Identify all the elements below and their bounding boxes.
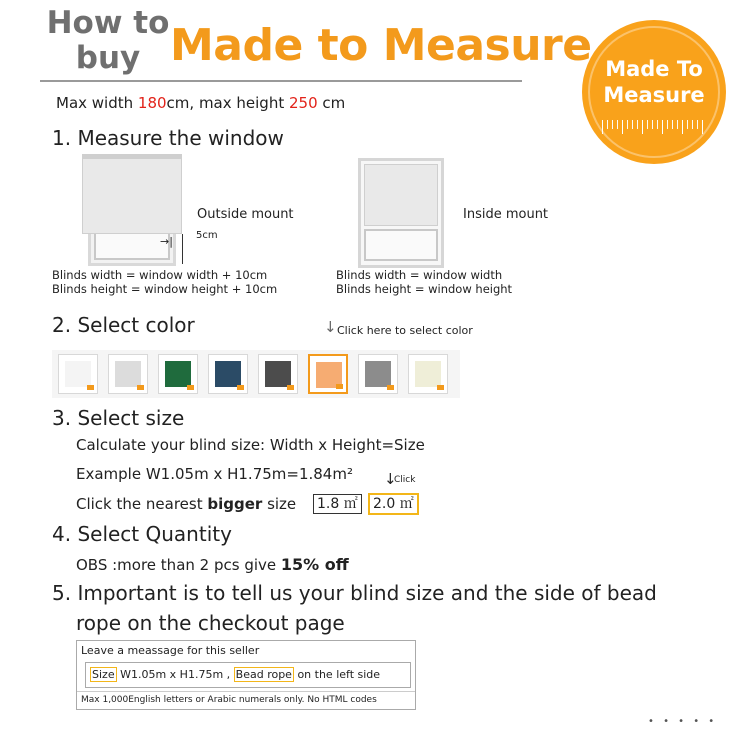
color-swatch[interactable]	[258, 354, 298, 394]
swatch-fill	[265, 361, 291, 387]
outside-height-formula: Blinds height = window height + 10cm	[52, 282, 278, 296]
color-swatch[interactable]	[408, 354, 448, 394]
discount-value: 15% off	[280, 555, 349, 574]
color-swatch[interactable]	[158, 354, 198, 394]
color-swatch[interactable]	[108, 354, 148, 394]
swatch-tag	[87, 385, 94, 390]
swatch-tag	[237, 385, 244, 390]
message-input[interactable]	[85, 662, 411, 688]
outside-mount-label: Outside mount	[197, 207, 294, 222]
swatch-fill	[415, 361, 441, 387]
step2-title: 2. Select color	[52, 313, 195, 337]
ruler-major-ticks	[602, 120, 706, 134]
limits-height-unit: cm	[317, 94, 346, 112]
inside-mount-illustration	[358, 158, 444, 268]
outside-mount-illustration	[82, 154, 182, 268]
quantity-discount-note	[76, 555, 349, 574]
size-option-2-0[interactable]: 2.0 ㎡	[368, 493, 419, 515]
limits-prefix: Max width	[56, 94, 138, 112]
swatch-tag	[137, 385, 144, 390]
outside-blind	[82, 154, 182, 234]
color-swatch[interactable]	[308, 354, 348, 394]
how-to-buy-heading	[46, 6, 170, 76]
swatch-tag	[336, 384, 343, 389]
inside-window-pane	[364, 229, 438, 261]
size-tag: Size	[92, 668, 115, 681]
step4-title: 4. Select Quantity	[52, 522, 232, 546]
swatch-tag	[387, 385, 394, 390]
swatch-fill	[215, 361, 241, 387]
max-height-value: 250	[288, 94, 318, 112]
gap-label: 5cm	[196, 230, 218, 241]
swatch-fill	[365, 361, 391, 387]
size-formula: Calculate your blind size: Width x Height=Size	[76, 436, 425, 454]
click-arrow-icon: ↓	[384, 470, 397, 488]
inside-height-formula: Blinds height = window height	[336, 282, 513, 296]
outside-width-formula: Blinds width = window width + 10cm	[52, 268, 268, 282]
swatch-tag	[437, 385, 444, 390]
made-to-measure-badge	[582, 20, 726, 164]
inside-mount-label: Inside mount	[463, 207, 549, 222]
step5-line2: rope on the checkout page	[76, 611, 345, 635]
blind-rail	[82, 154, 182, 159]
obs-prefix: OBS :more than 2 pcs give	[76, 556, 281, 574]
color-swatch-row	[52, 350, 460, 398]
down-arrow-icon: ↓	[324, 318, 337, 336]
click-label: Click	[394, 475, 416, 485]
size-limits	[56, 94, 345, 112]
step1-title: 1. Measure the window	[52, 126, 284, 150]
how-line-1: How to	[46, 5, 170, 41]
swatch-fill	[115, 361, 141, 387]
badge-line-1: Made To	[605, 57, 703, 81]
swatch-fill	[65, 361, 91, 387]
message-example	[90, 668, 380, 681]
color-swatch[interactable]	[208, 354, 248, 394]
nearest-size-instruction	[76, 495, 296, 513]
badge-line-2: Measure	[603, 83, 705, 107]
swatch-tag	[287, 385, 294, 390]
how-line-2: buy	[75, 40, 141, 76]
window-pane	[94, 230, 170, 260]
more-dots: • • • • •	[648, 716, 718, 727]
limits-width-unit: cm, max height	[166, 94, 289, 112]
message-header: Leave a meassage for this seller	[81, 644, 260, 657]
instruction-bold: bigger	[207, 495, 263, 513]
title-underline	[40, 80, 522, 82]
seller-message-box	[76, 640, 416, 710]
bead-rope-value: on the left side	[293, 668, 381, 681]
color-swatch[interactable]	[358, 354, 398, 394]
step5-line1: 5. Important is to tell us your blind size and the side of bead	[52, 581, 657, 605]
step3-title: 3. Select size	[52, 406, 185, 430]
size-value: W1.05m x H1.75m ,	[116, 668, 234, 681]
swatch-fill	[165, 361, 191, 387]
measure-arrow-icon: →|	[160, 235, 173, 248]
message-divider	[77, 691, 415, 692]
inside-width-formula: Blinds width = window width	[336, 268, 503, 282]
page-title: Made to Measure	[170, 20, 592, 71]
select-color-hint: Click here to select color	[337, 324, 473, 337]
bead-rope-tag: Bead rope	[235, 668, 292, 681]
badge-text	[582, 56, 726, 108]
instruction-suffix: size	[262, 495, 297, 513]
swatch-tag	[187, 385, 194, 390]
instruction-prefix: Click the nearest	[76, 495, 208, 513]
size-option-1-8[interactable]: 1.8 ㎡	[313, 494, 362, 514]
size-example: Example W1.05m x H1.75m=1.84m²	[76, 465, 353, 483]
message-footer: Max 1,000English letters or Arabic numerals only. No HTML codes	[81, 695, 377, 705]
color-swatch[interactable]	[58, 354, 98, 394]
inside-blind	[364, 164, 438, 226]
max-width-value: 180	[137, 94, 167, 112]
measure-mark	[182, 234, 183, 264]
